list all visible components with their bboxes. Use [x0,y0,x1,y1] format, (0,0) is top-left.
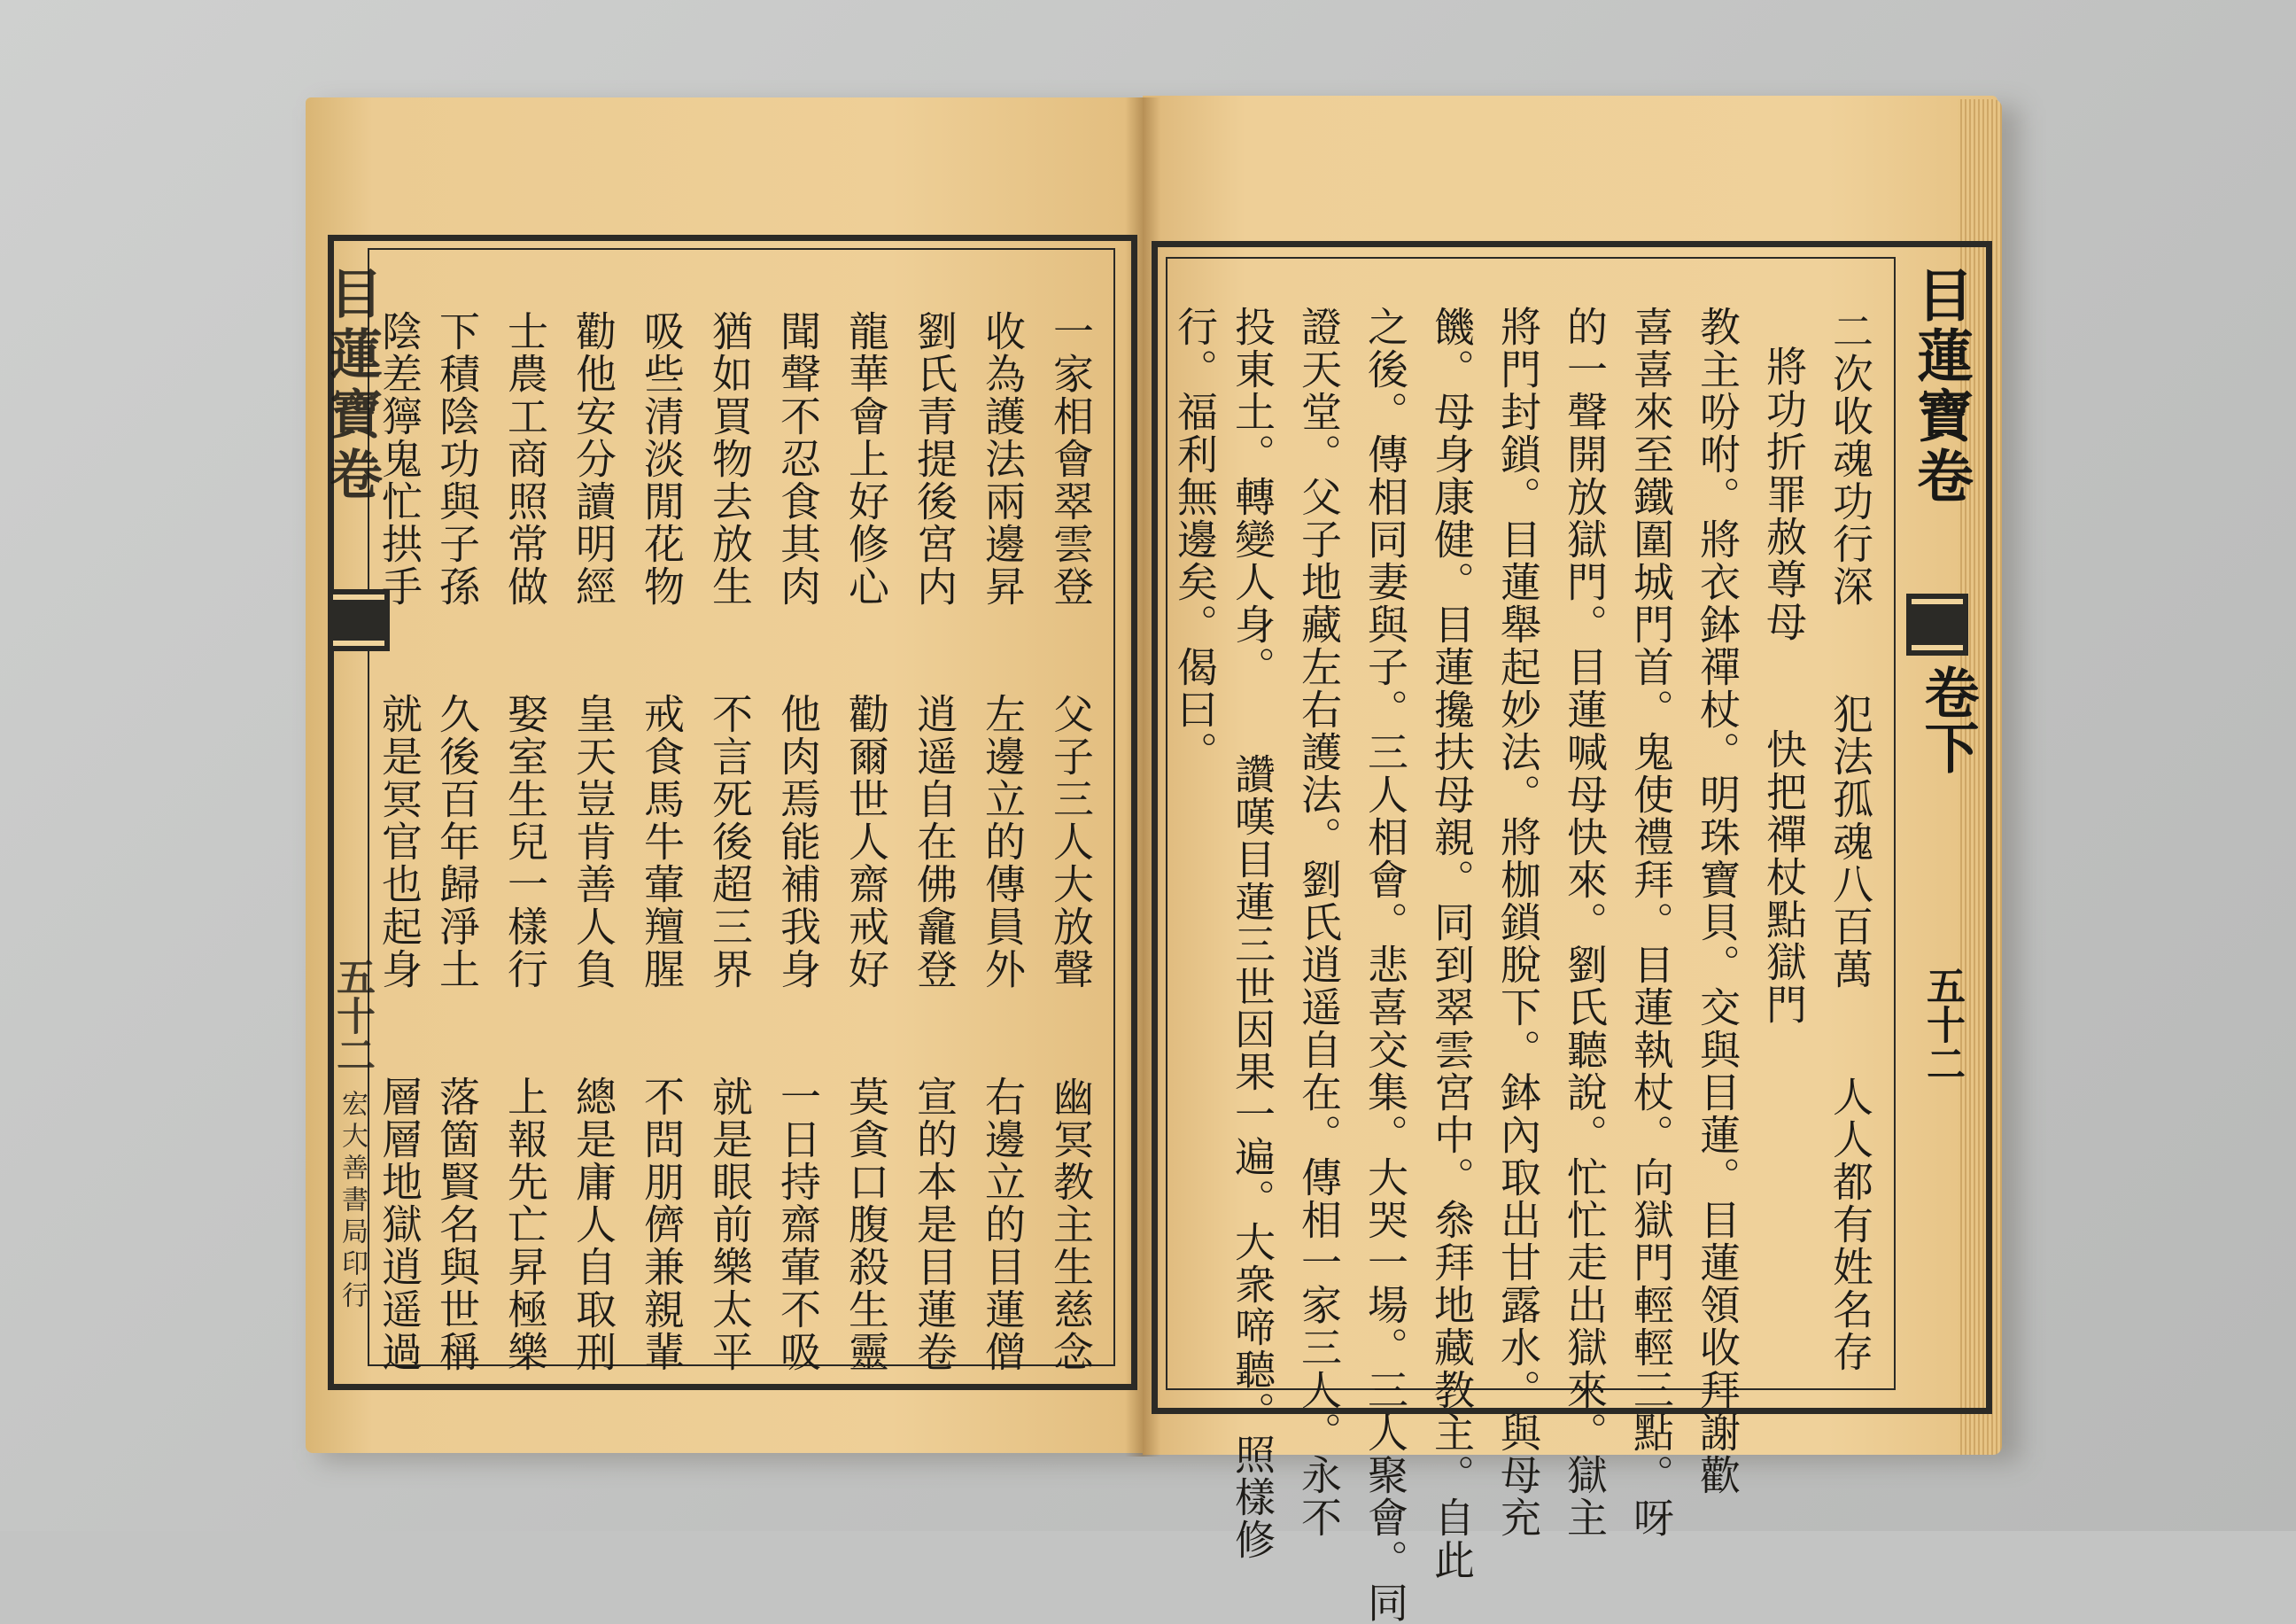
right-col-6: 將門封鎖。目蓮舉起妙法。將枷鎖脫下。鉢內取出甘露水。與母充 [1494,306,1542,1539]
right-col-11: 行。福利無邊矣。偈曰。 [1171,306,1219,773]
left-col-2: 收為護法兩邊昇 左邊立的傳員外 右邊立的目蓮僧 [979,310,1027,1373]
left-col-10: 下積陰功與子孫 久後百年歸淨土 落箇賢名與世稱 [433,310,481,1373]
left-col-1: 一家相會翠雲登 父子三人大放聲 幽冥教主生慈念 [1047,310,1095,1373]
right-col-8: 之後。傳相同妻與子。三人相會。悲喜交集。大哭一場。三人聚會。同 [1361,306,1409,1624]
left-col-8: 勸他安分讀明經 皇天豈肯善人負 總是庸人自取刑 [570,310,617,1373]
left-col-7: 吸些清淡閒花物 戒食馬牛葷羶腥 不問朋儕兼親輩 [638,310,686,1373]
right-fish-tail-mark [1906,594,1968,656]
right-col-7: 饑。母身康健。目蓮攙扶母親。同到翠雲宮中。叅拜地藏教主。自此 [1428,306,1476,1581]
left-col-4: 龍華會上好修心 勸爾世人齋戒好 莫貪口腹殺生靈 [842,310,890,1373]
right-col-4: 喜喜來至鐵圍城門首。鬼使禮拜。目蓮執杖。向獄門輕輕三點。呀 [1627,306,1675,1539]
left-title-cell: 目蓮寶卷 [321,266,383,507]
volume-label: 卷下 [1915,664,1980,774]
left-col-6: 猶如買物去放生 不言死後超三界 就是眼前樂太平 [706,310,754,1373]
left-col-5: 聞聲不忍食其肉 他肉焉能補我身 一日持齋葷不吸 [774,310,822,1373]
right-col-1: 二次收魂功行深 犯法孤魂八百萬 人人都有姓名存 [1827,310,1874,1373]
left-page-number: 五十二 [330,957,375,1074]
left-col-9: 士農工商照常做 娶室生兒一樣行 上報先亡昇極樂 [501,310,549,1373]
right-col-10: 投東土。轉變人身。 讚嘆目蓮三世因果一遍。大衆啼聽。照樣修 [1229,306,1276,1561]
publisher-imprint: 宏大善書局印行 [337,1090,368,1313]
right-col-2: 將功折罪赦尊母 快把禪杖點獄門 [1760,346,1808,1026]
right-page-number: 五十二 [1920,966,1965,1083]
left-col-11: 陰差獰鬼忙拱手 就是冥官也起身 層層地獄逍遥過 [376,310,423,1373]
right-col-9: 證天堂。父子地藏左右護法。劉氏逍遥自在。傳相一家三人。永不 [1295,306,1343,1539]
right-col-5: 的一聲開放獄門。目蓮喊母快來。劉氏聽說。忙忙走出獄來。獄主 [1561,306,1609,1539]
left-col-3: 劉氏青提後宮内 逍遥自在佛龕登 宣的本是目蓮卷 [911,310,958,1373]
right-title-cell: 目蓮寶卷 [1907,266,1974,507]
right-col-3: 教主吩咐。將衣鉢禪杖。明珠寶貝。交與目蓮。目蓮領收拜謝歡 [1694,306,1741,1496]
